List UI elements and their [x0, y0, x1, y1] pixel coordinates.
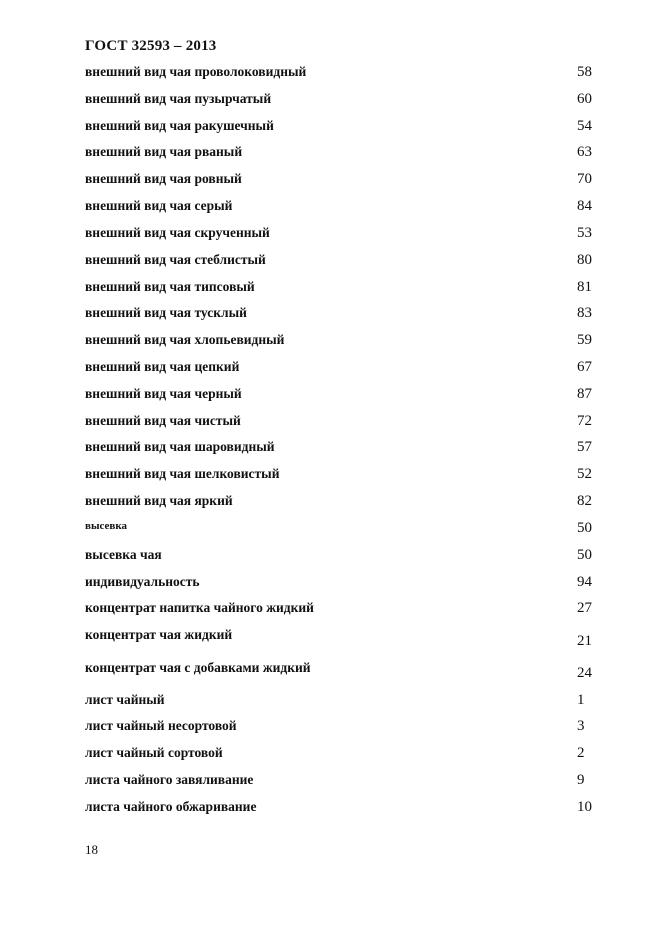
index-entry [85, 799, 592, 819]
index-page-number: 9 [577, 772, 585, 788]
index-term: концентрат чая с добавками жидкий [85, 660, 311, 675]
index-page-number: 53 [577, 225, 592, 241]
index-term: индивидуальность [85, 574, 200, 589]
index-entry [85, 692, 592, 712]
index-page-number: 59 [577, 332, 592, 348]
index-page-number: 50 [577, 520, 592, 536]
index-term: внешний вид чая рваный [85, 144, 243, 159]
index-entry [85, 466, 592, 486]
index-page-number: 2 [577, 745, 585, 761]
index-term: внешний вид чая ракушечный [85, 118, 274, 133]
index-page-number: 3 [577, 718, 585, 734]
index-term: концентрат напитка чайного жидкий [85, 600, 314, 615]
index-page-number: 10 [577, 799, 592, 815]
index-page-number: 84 [577, 198, 592, 214]
index-term: внешний вид чая тусклый [85, 305, 247, 320]
index-page-number: 21 [577, 633, 592, 649]
index-page-number: 52 [577, 466, 592, 482]
index-term: внешний вид чая шаровидный [85, 439, 275, 454]
index-term: внешний вид чая хлопьевидный [85, 332, 285, 347]
index-page-number: 57 [577, 439, 592, 455]
index-term: высевка [85, 520, 128, 532]
index-entry [85, 279, 592, 299]
index-page-number: 67 [577, 359, 592, 375]
index-entry [85, 413, 592, 433]
index-entry [85, 332, 592, 352]
index-term: внешний вид чая пузырчатый [85, 91, 272, 106]
index-page-number: 54 [577, 118, 592, 134]
index-entry [85, 171, 592, 191]
index-term: лист чайный [85, 692, 165, 707]
index-entry [85, 493, 592, 513]
index-term: листа чайного завяливание [85, 772, 254, 787]
index-term: листа чайного обжаривание [85, 799, 257, 814]
index-entry [85, 225, 592, 245]
index-term: лист чайный сортовой [85, 745, 223, 760]
index-entry [85, 600, 592, 620]
index-entry [85, 252, 592, 272]
index-page-number: 83 [577, 305, 592, 321]
index-term: внешний вид чая черный [85, 386, 242, 401]
index-term: внешний вид чая ровный [85, 171, 242, 186]
index-page-number: 82 [577, 493, 592, 509]
index-page-number: 70 [577, 171, 592, 187]
index-term: внешний вид чая яркий [85, 493, 233, 508]
index-entry [85, 718, 592, 738]
index-entry [85, 91, 592, 111]
index-entry [85, 574, 592, 594]
index-page-number: 81 [577, 279, 592, 295]
index-page-number: 94 [577, 574, 592, 590]
index-entry [85, 520, 592, 540]
index-page-number: 27 [577, 600, 592, 616]
index-term: внешний вид чая стеблистый [85, 252, 266, 267]
index-term: внешний вид чая скрученный [85, 225, 270, 240]
index-page-number: 1 [577, 692, 585, 708]
index-term: внешний вид чая серый [85, 198, 233, 213]
index-entry [85, 772, 592, 792]
index-entry [85, 439, 592, 459]
index-entry [85, 745, 592, 765]
page-number-footer: 18 [85, 842, 98, 857]
index-entry [85, 386, 592, 406]
index-entry [85, 547, 592, 567]
index-term: внешний вид чая шелковистый [85, 466, 280, 481]
index-term: внешний вид чая чистый [85, 413, 241, 428]
index-entry [85, 64, 592, 84]
index-entry [85, 144, 592, 164]
index-entry [85, 359, 592, 379]
index-page-number: 80 [577, 252, 592, 268]
index-page-number: 24 [577, 665, 592, 681]
index-page-number: 72 [577, 413, 592, 429]
index-entry [85, 660, 592, 688]
index-term: лист чайный несортовой [85, 718, 237, 733]
index-term: высевка чая [85, 547, 162, 562]
index-entry [85, 198, 592, 218]
index-page-number: 58 [577, 64, 592, 80]
index-term: внешний вид чая цепкий [85, 359, 240, 374]
index-entry [85, 627, 592, 655]
index-page-number: 63 [577, 144, 592, 160]
index-entry [85, 118, 592, 138]
index-term: внешний вид чая типсовый [85, 279, 255, 294]
index-page-number: 60 [577, 91, 592, 107]
index-term: концентрат чая жидкий [85, 627, 233, 642]
index-page-number: 87 [577, 386, 592, 402]
index-term: внешний вид чая проволоковидный [85, 64, 307, 79]
document-header: ГОСТ 32593 – 2013 [85, 38, 217, 54]
index-page-number: 50 [577, 547, 592, 563]
index-entry [85, 305, 592, 325]
